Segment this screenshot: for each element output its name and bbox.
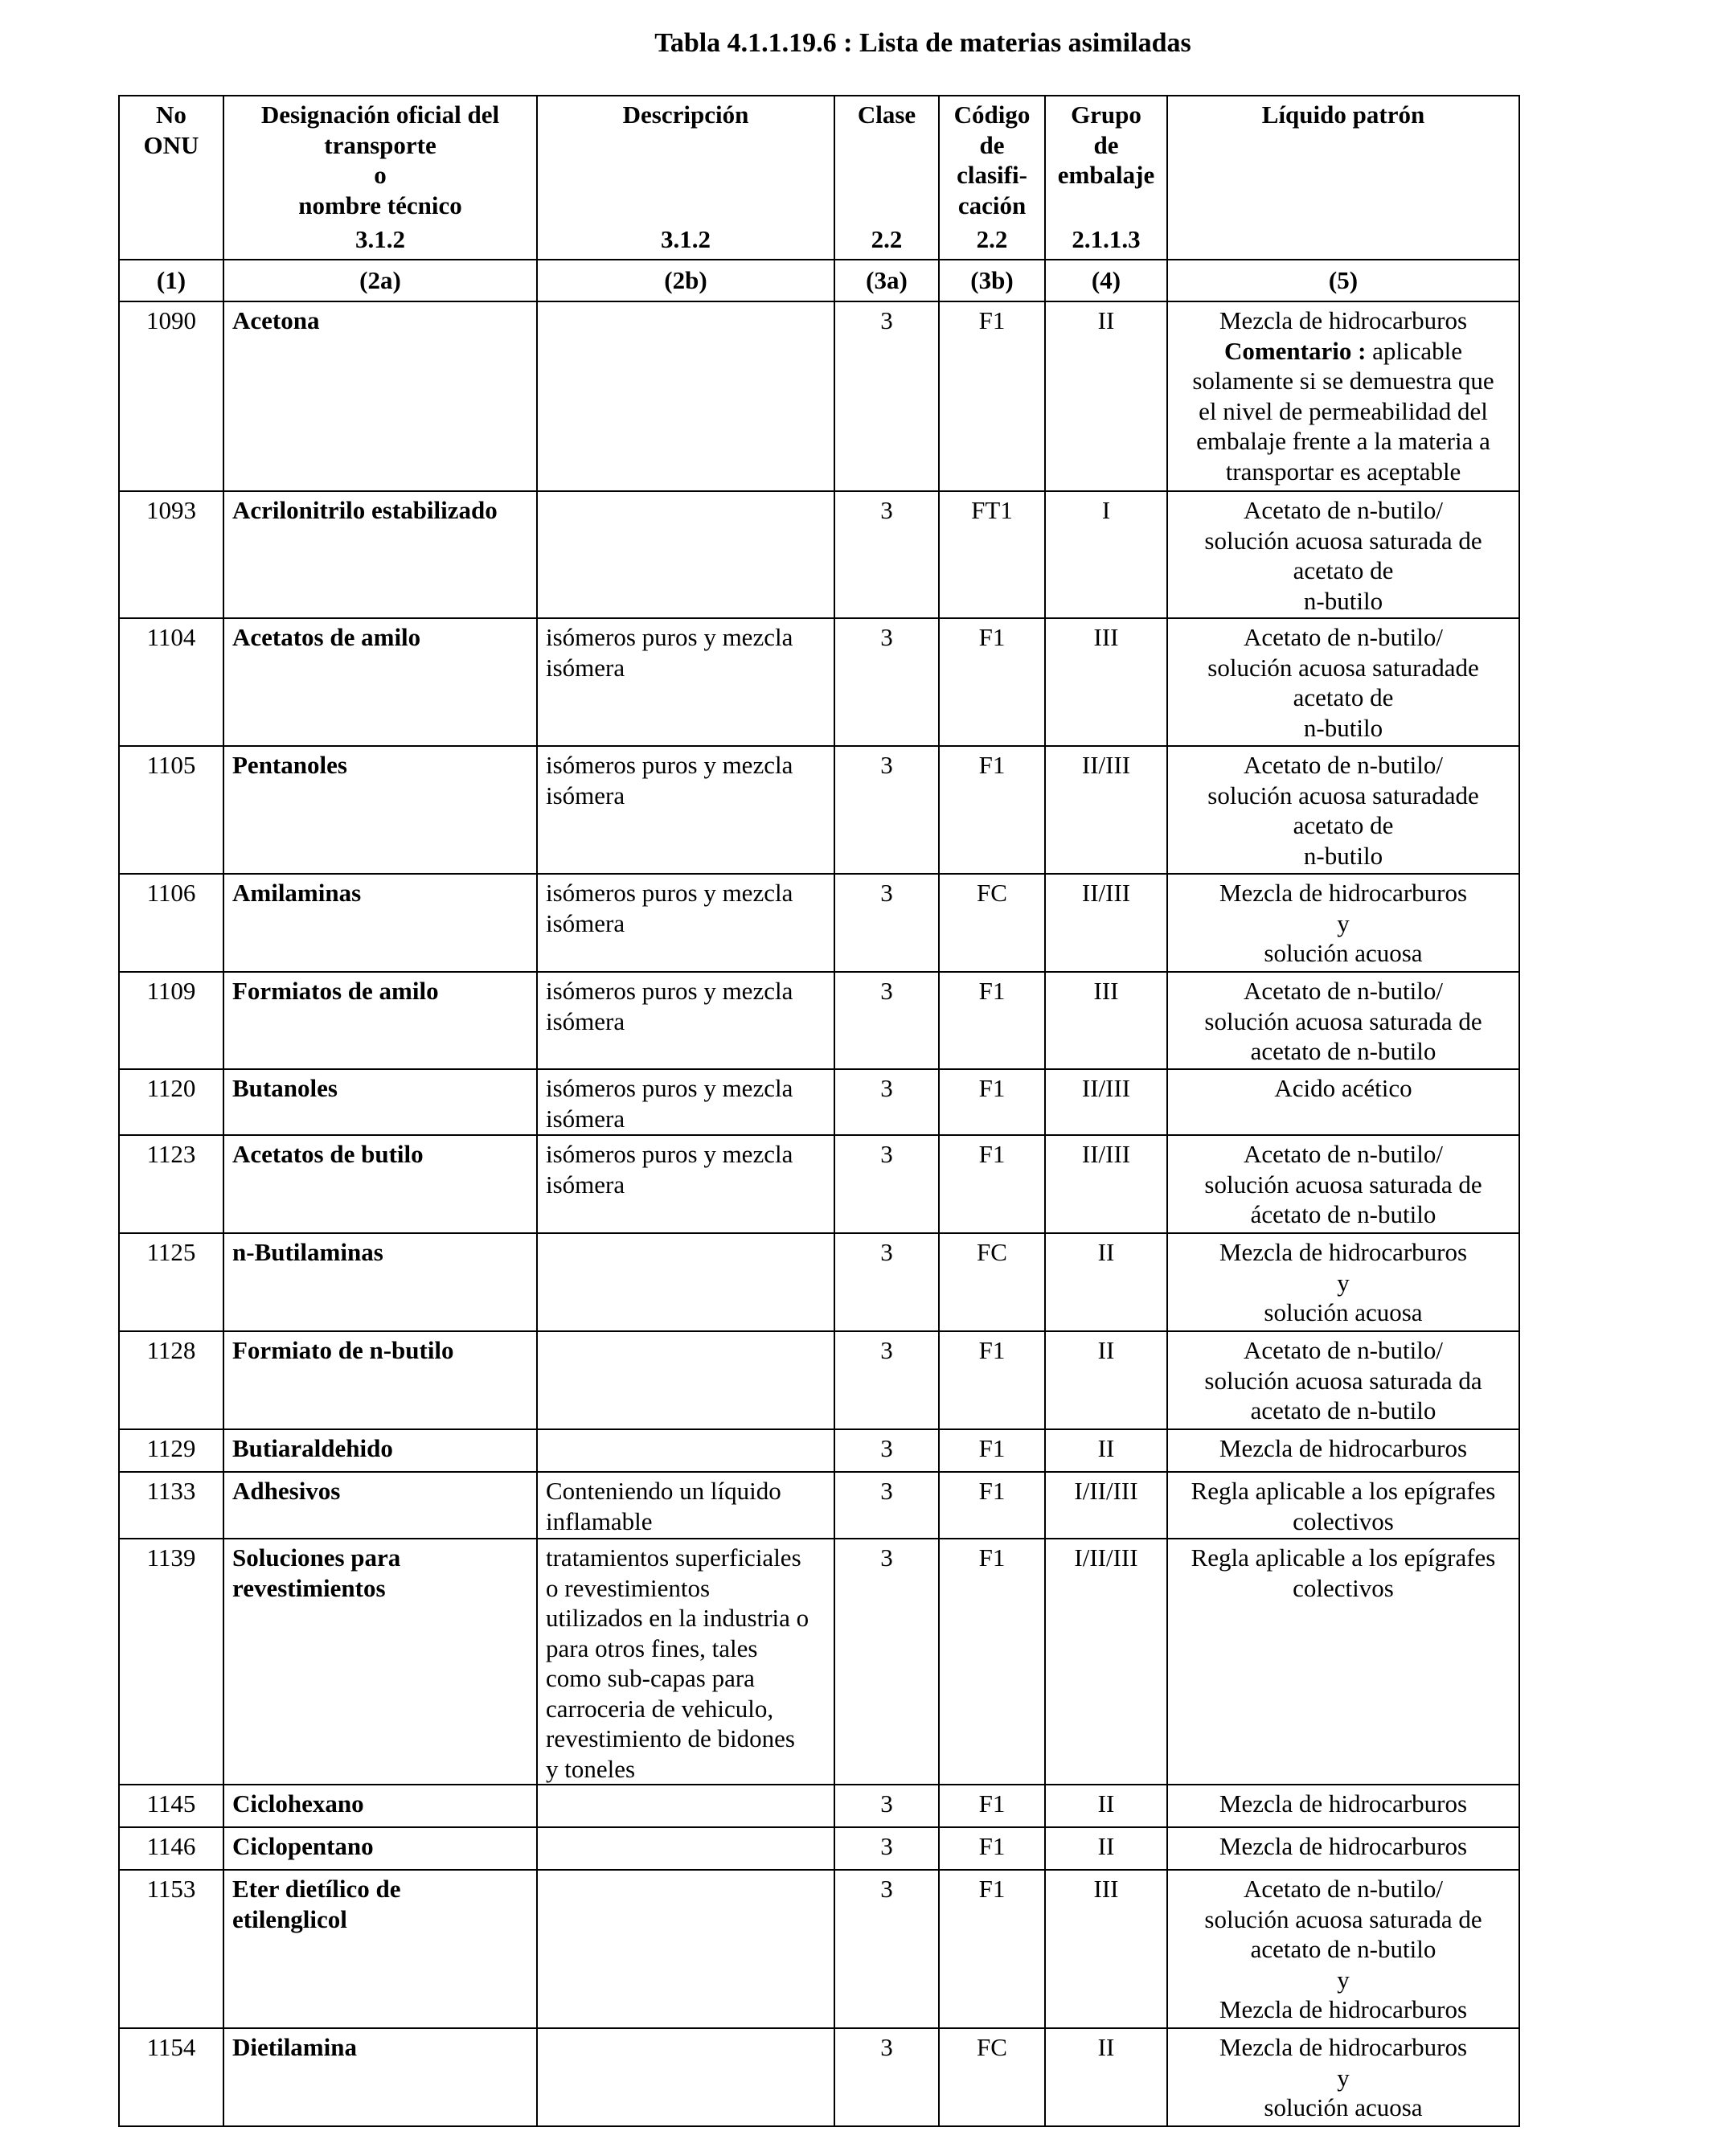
cell-line: No (156, 100, 186, 129)
cell-line: acetato de n-butilo (1250, 1037, 1436, 1065)
cell-line: solución acuosa saturada de (1204, 1170, 1482, 1199)
table-row (119, 1472, 1519, 1539)
table-row (119, 746, 1519, 874)
cell-line: inflamable (546, 1506, 653, 1535)
cell-onu: 1090 (119, 301, 223, 491)
cell-line: Líquido patrón (1261, 100, 1425, 129)
cell-grupo: III (1045, 1870, 1167, 2028)
cell-grupo: II (1045, 1827, 1167, 1870)
cell-line: acetato de (1293, 683, 1394, 711)
cell-line: n-butilo (1303, 841, 1383, 870)
cell-grupo: II (1045, 301, 1167, 491)
cell-codigo: F1 (939, 1785, 1045, 1827)
cell-designacion (223, 491, 537, 618)
header-descripcion (537, 96, 834, 260)
cell-line: Mezcla de hidrocarburos (1219, 1434, 1468, 1462)
cell-line: y (1337, 1268, 1350, 1297)
cell-descripcion (537, 2028, 834, 2126)
cell-clase: 3 (834, 1135, 939, 1233)
cell-line: Conteniendo un líquido (546, 1477, 781, 1505)
cell-clase: 3 (834, 1870, 939, 2028)
cell-line: isómera (546, 1170, 625, 1199)
table-row (119, 618, 1519, 746)
cell-liquido (1167, 1539, 1519, 1785)
column-number-row (119, 260, 1519, 301)
cell-onu: 1153 (119, 1870, 223, 2028)
cell-descripcion (537, 746, 834, 874)
cell-codigo: F1 (939, 1429, 1045, 1472)
column-number: (2a) (223, 260, 537, 301)
cell-onu: 1129 (119, 1429, 223, 1472)
cell-clase: 3 (834, 301, 939, 491)
header-reference: 3.1.2 (355, 224, 405, 253)
column-number: (1) (119, 260, 223, 301)
cell-designacion (223, 1135, 537, 1233)
cell-descripcion (537, 1069, 834, 1135)
cell-designacion (223, 1069, 537, 1135)
cell-line: Mezcla de hidrocarburos (1219, 879, 1468, 907)
header-reference: 2.2 (871, 224, 903, 253)
cell-line: Pentanoles (232, 751, 347, 779)
cell-line: Mezcla de hidrocarburos (1219, 2033, 1468, 2061)
cell-onu: 1133 (119, 1472, 223, 1539)
cell-descripcion (537, 301, 834, 491)
cell-line: Mezcla de hidrocarburos (1219, 306, 1468, 334)
cell-designacion (223, 1870, 537, 2028)
comment-text: aplicable (1372, 336, 1463, 365)
cell-line: de (979, 130, 1005, 159)
cell-grupo: II (1045, 1429, 1167, 1472)
cell-liquido (1167, 1233, 1519, 1331)
cell-line: Eter dietílico de (232, 1875, 401, 1903)
table-row (119, 2028, 1519, 2126)
cell-line: revestimientos (232, 1573, 386, 1602)
cell-descripcion (537, 1472, 834, 1539)
cell-line: acetato de (1293, 811, 1394, 839)
cell-line: Mezcla de hidrocarburos (1219, 1789, 1468, 1818)
cell-line: isómeros puros y mezcla (546, 1140, 793, 1168)
cell-liquido (1167, 1069, 1519, 1135)
cell-line: Mezcla de hidrocarburos (1219, 1832, 1468, 1860)
cell-line: de (1093, 130, 1119, 159)
cell-clase: 3 (834, 1429, 939, 1472)
header-reference: 3.1.2 (661, 224, 711, 253)
cell-liquido (1167, 618, 1519, 746)
table-row (119, 972, 1519, 1069)
cell-line: solución acuosa (1264, 939, 1423, 967)
cell-liquido (1167, 1135, 1519, 1233)
cell-line: Acido acético (1274, 1074, 1412, 1102)
cell-descripcion (537, 1785, 834, 1827)
comment-label: Comentario : (1223, 336, 1367, 365)
cell-line: para otros fines, tales (546, 1633, 758, 1662)
cell-codigo: FT1 (939, 491, 1045, 618)
cell-grupo: III (1045, 972, 1167, 1069)
cell-codigo: F1 (939, 972, 1045, 1069)
table-row (119, 1233, 1519, 1331)
cell-descripcion (537, 1827, 834, 1870)
cell-designacion (223, 746, 537, 874)
cell-clase: 3 (834, 1331, 939, 1429)
header-reference: 2.1.1.3 (1072, 224, 1141, 253)
cell-clase: 3 (834, 1233, 939, 1331)
cell-descripcion (537, 874, 834, 972)
cell-designacion (223, 1539, 537, 1785)
cell-grupo: I (1045, 491, 1167, 618)
cell-line: utilizados en la industria o (546, 1604, 809, 1632)
cell-codigo: F1 (939, 618, 1045, 746)
page-title: Tabla 4.1.1.19.6 : Lista de materias asimiladas (654, 28, 1191, 58)
cell-codigo: F1 (939, 1331, 1045, 1429)
cell-grupo: II/III (1045, 746, 1167, 874)
cell-onu: 1146 (119, 1827, 223, 1870)
table-row (119, 1870, 1519, 2028)
cell-descripcion (537, 1233, 834, 1331)
cell-designacion (223, 1331, 537, 1429)
cell-grupo: I/II/III (1045, 1539, 1167, 1785)
header-row (119, 96, 1519, 260)
cell-line: carroceria de vehiculo, (546, 1694, 774, 1723)
cell-line: Acetato de n-butilo/ (1244, 623, 1443, 651)
cell-liquido (1167, 1870, 1519, 2028)
cell-designacion (223, 1472, 537, 1539)
cell-grupo: II (1045, 1331, 1167, 1429)
cell-onu: 1128 (119, 1331, 223, 1429)
cell-codigo: F1 (939, 1135, 1045, 1233)
cell-line: Acetato de n-butilo/ (1244, 496, 1443, 524)
cell-line: isómeros puros y mezcla (546, 879, 793, 907)
table-row (119, 491, 1519, 618)
cell-line: Ciclopentano (232, 1832, 374, 1860)
cell-codigo: FC (939, 874, 1045, 972)
cell-line: isómera (546, 1104, 625, 1133)
cell-liquido (1167, 1827, 1519, 1870)
header-reference: 2.2 (976, 224, 1008, 253)
cell-grupo: II (1045, 1233, 1167, 1331)
comment-line: solamente si se demuestra que (1192, 367, 1494, 395)
cell-line: solución acuosa (1264, 2093, 1423, 2121)
cell-line: Acetato de n-butilo/ (1244, 977, 1443, 1005)
cell-liquido (1167, 301, 1519, 491)
cell-line: n-butilo (1303, 586, 1383, 615)
cell-line: solución acuosa saturadade (1207, 781, 1479, 810)
cell-liquido (1167, 874, 1519, 972)
comment-line (1176, 336, 1510, 367)
cell-line: acetato de n-butilo (1250, 1396, 1436, 1424)
table-row (119, 874, 1519, 972)
cell-codigo: F1 (939, 1472, 1045, 1539)
cell-line: cación (957, 191, 1027, 219)
cell-line: Regla aplicable a los epígrafes (1191, 1543, 1496, 1572)
cell-onu: 1120 (119, 1069, 223, 1135)
cell-line: solución acuosa saturadade (1207, 653, 1479, 682)
cell-line: Soluciones para (232, 1543, 401, 1572)
cell-line: y (1337, 1965, 1350, 1994)
cell-descripcion (537, 491, 834, 618)
header-designacion (223, 96, 537, 260)
cell-designacion (223, 301, 537, 491)
comment-line: el nivel de permeabilidad del (1199, 396, 1488, 425)
header-no-onu (119, 96, 223, 260)
cell-codigo: F1 (939, 1827, 1045, 1870)
cell-line: isómera (546, 908, 625, 937)
table-row (119, 1827, 1519, 1870)
cell-line: revestimiento de bidones (546, 1724, 795, 1752)
cell-onu: 1139 (119, 1539, 223, 1785)
cell-line: Designación oficial del (260, 100, 500, 129)
cell-line: tratamientos superficiales (546, 1543, 801, 1572)
cell-grupo: II/III (1045, 1069, 1167, 1135)
cell-onu: 1123 (119, 1135, 223, 1233)
cell-grupo: II/III (1045, 1135, 1167, 1233)
cell-clase: 3 (834, 1069, 939, 1135)
cell-line: solución acuosa saturada de (1204, 1006, 1482, 1035)
cell-descripcion (537, 618, 834, 746)
header-codigo (939, 96, 1045, 260)
cell-line: solución acuosa saturada de (1204, 526, 1482, 555)
cell-clase: 3 (834, 491, 939, 618)
cell-liquido (1167, 1331, 1519, 1429)
cell-descripcion (537, 1331, 834, 1429)
cell-codigo: FC (939, 2028, 1045, 2126)
cell-descripcion (537, 1870, 834, 2028)
header-liquido (1167, 96, 1519, 260)
cell-line: isómera (546, 781, 625, 810)
cell-liquido (1167, 1785, 1519, 1827)
cell-line: acetato de (1293, 556, 1394, 584)
cell-line: solución acuosa saturada de (1204, 1904, 1482, 1933)
cell-line: Grupo (1071, 100, 1141, 129)
cell-liquido (1167, 1429, 1519, 1472)
cell-line: y (1337, 908, 1350, 937)
header-grupo (1045, 96, 1167, 260)
cell-line: Butanoles (232, 1074, 338, 1102)
table-row (119, 301, 1519, 491)
cell-descripcion (537, 1539, 834, 1785)
cell-line: ácetato de n-butilo (1250, 1200, 1436, 1228)
cell-line: Dietilamina (232, 2033, 357, 2061)
cell-line: colectivos (1293, 1573, 1394, 1602)
cell-designacion (223, 1785, 537, 1827)
cell-liquido (1167, 2028, 1519, 2126)
cell-line: Clase (857, 100, 916, 129)
cell-designacion (223, 1827, 537, 1870)
materials-table (118, 95, 1520, 2127)
cell-line: Acetona (232, 306, 320, 334)
cell-codigo: FC (939, 1233, 1045, 1331)
cell-onu: 1109 (119, 972, 223, 1069)
cell-line: Mezcla de hidrocarburos (1219, 1995, 1468, 2023)
cell-line: embalaje (1057, 161, 1155, 189)
cell-line: Acetatos de butilo (232, 1140, 424, 1168)
cell-liquido (1167, 972, 1519, 1069)
cell-line: Acetato de n-butilo/ (1244, 751, 1443, 779)
cell-line: como sub-capas para (546, 1664, 755, 1692)
cell-liquido (1167, 491, 1519, 618)
column-number: (5) (1167, 260, 1519, 301)
cell-onu: 1104 (119, 618, 223, 746)
cell-designacion (223, 1429, 537, 1472)
cell-clase: 3 (834, 618, 939, 746)
cell-clase: 3 (834, 874, 939, 972)
cell-line: Acetato de n-butilo/ (1244, 1140, 1443, 1168)
table-row (119, 1539, 1519, 1785)
cell-grupo: II (1045, 1785, 1167, 1827)
cell-line: n-butilo (1303, 713, 1383, 742)
cell-clase: 3 (834, 1472, 939, 1539)
cell-descripcion (537, 972, 834, 1069)
cell-line: acetato de n-butilo (1250, 1935, 1436, 1963)
cell-onu: 1105 (119, 746, 223, 874)
cell-line: Formiatos de amilo (232, 977, 439, 1005)
cell-line: Acrilonitrilo estabilizado (232, 496, 498, 524)
cell-line: Ciclohexano (232, 1789, 364, 1818)
cell-line: etilenglicol (232, 1904, 347, 1933)
table-row (119, 1135, 1519, 1233)
cell-line: isómera (546, 1006, 625, 1035)
cell-designacion (223, 874, 537, 972)
cell-line: clasifi- (957, 161, 1027, 189)
cell-designacion (223, 618, 537, 746)
cell-line: transporte (324, 130, 436, 159)
cell-clase: 3 (834, 1827, 939, 1870)
comment-line: transportar es aceptable (1225, 457, 1461, 486)
cell-clase: 3 (834, 746, 939, 874)
cell-line: y (1337, 2063, 1350, 2092)
cell-grupo: II/III (1045, 874, 1167, 972)
cell-line: isómeros puros y mezcla (546, 623, 793, 651)
cell-line: Adhesivos (232, 1477, 341, 1505)
cell-grupo: II (1045, 2028, 1167, 2126)
cell-grupo: I/II/III (1045, 1472, 1167, 1539)
cell-clase: 3 (834, 1785, 939, 1827)
cell-clase: 3 (834, 972, 939, 1069)
cell-codigo: F1 (939, 746, 1045, 874)
cell-line: o (374, 161, 387, 189)
cell-designacion (223, 972, 537, 1069)
cell-clase: 3 (834, 2028, 939, 2126)
table-row (119, 1069, 1519, 1135)
cell-line: colectivos (1293, 1506, 1394, 1535)
column-number: (2b) (537, 260, 834, 301)
cell-line: Amilaminas (232, 879, 362, 907)
cell-line: isómeros puros y mezcla (546, 977, 793, 1005)
cell-descripcion (537, 1135, 834, 1233)
cell-line: Acetato de n-butilo/ (1244, 1336, 1443, 1364)
cell-liquido (1167, 1472, 1519, 1539)
cell-line: nombre técnico (298, 191, 462, 219)
cell-grupo: III (1045, 618, 1167, 746)
cell-codigo: F1 (939, 1539, 1045, 1785)
comment-line: embalaje frente a la materia a (1196, 427, 1490, 455)
cell-onu: 1093 (119, 491, 223, 618)
cell-line: Regla aplicable a los epígrafes (1191, 1477, 1496, 1505)
cell-line: isómeros puros y mezcla (546, 751, 793, 779)
column-number: (4) (1045, 260, 1167, 301)
cell-line: ONU (143, 130, 199, 159)
table-row (119, 1429, 1519, 1472)
column-number: (3a) (834, 260, 939, 301)
cell-onu: 1154 (119, 2028, 223, 2126)
cell-line: isómeros puros y mezcla (546, 1074, 793, 1102)
cell-line: Formiato de n-butilo (232, 1336, 454, 1364)
cell-line: Acetato de n-butilo/ (1244, 1875, 1443, 1903)
cell-line: solución acuosa (1264, 1298, 1423, 1326)
cell-line: solución acuosa saturada da (1204, 1366, 1482, 1395)
cell-descripcion (537, 1429, 834, 1472)
cell-codigo: F1 (939, 1069, 1045, 1135)
cell-liquido (1167, 746, 1519, 874)
column-number: (3b) (939, 260, 1045, 301)
cell-onu: 1125 (119, 1233, 223, 1331)
cell-clase: 3 (834, 1539, 939, 1785)
cell-designacion (223, 1233, 537, 1331)
cell-line: Código (953, 100, 1031, 129)
cell-codigo: F1 (939, 301, 1045, 491)
cell-line: o revestimientos (546, 1573, 711, 1602)
cell-line: Mezcla de hidrocarburos (1219, 1238, 1468, 1266)
cell-line: n-Butilaminas (232, 1238, 383, 1266)
cell-onu: 1145 (119, 1785, 223, 1827)
header-clase (834, 96, 939, 260)
cell-line: Descripción (622, 100, 749, 129)
cell-line: y toneles (546, 1754, 636, 1783)
cell-designacion (223, 2028, 537, 2126)
cell-line: Acetatos de amilo (232, 623, 421, 651)
cell-codigo: F1 (939, 1870, 1045, 2028)
cell-line: isómera (546, 653, 625, 682)
table-row (119, 1785, 1519, 1827)
cell-line: Butiaraldehido (232, 1434, 393, 1462)
cell-onu: 1106 (119, 874, 223, 972)
table-row (119, 1331, 1519, 1429)
